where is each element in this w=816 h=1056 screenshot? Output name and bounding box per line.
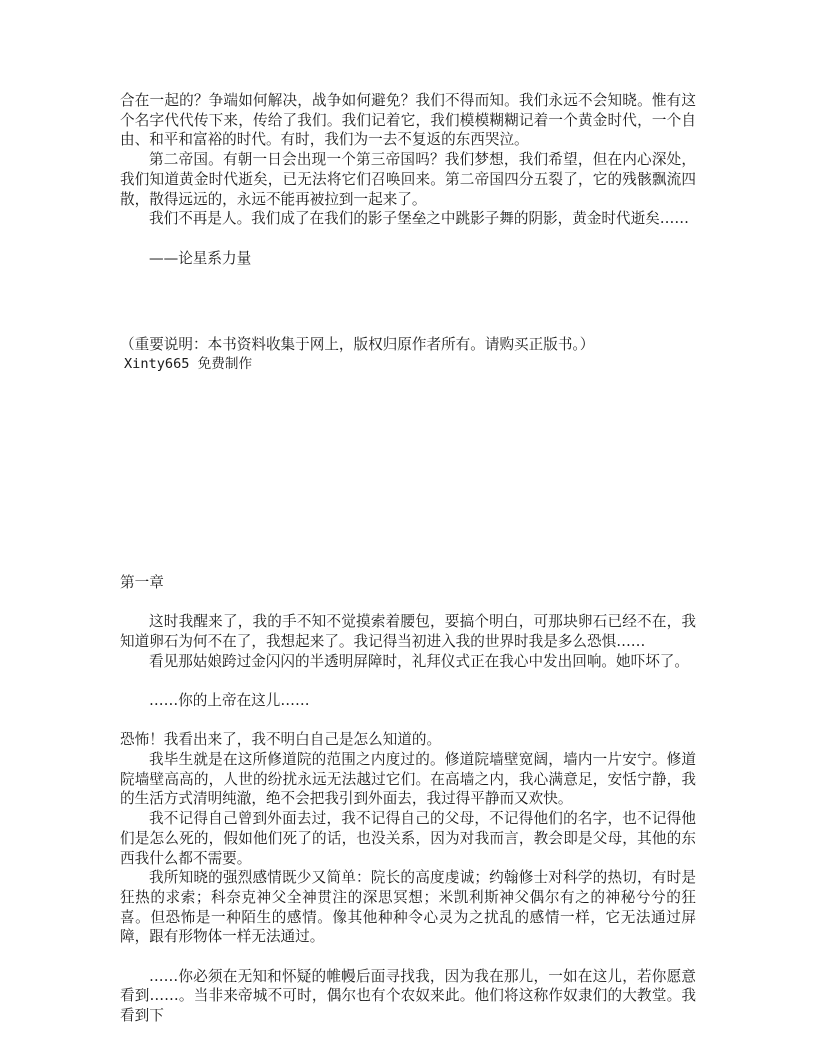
spacer <box>120 671 696 691</box>
spacer <box>120 375 696 573</box>
spacer <box>120 229 696 249</box>
spacer <box>120 592 696 612</box>
intro-paragraph-2: 第二帝国。有朝一日会出现一个第三帝国吗？我们梦想，我们希望，但在内心深处，我们知道黄金时代逝矣，已无法将它们召唤回来。第二帝国四分五裂了，它的残骸飘流四散，散得远远的，永远不能再被拉到一起来了。 <box>120 151 696 208</box>
spacer <box>120 711 696 731</box>
chapter-paragraph-2: 看见那姑娘跨过金闪闪的半透明屏障时，礼拜仪式正在我心中发出回响。她吓坏了。 <box>149 652 689 670</box>
spacer <box>120 947 696 967</box>
narrative-paragraph-5: ……你必须在无知和怀疑的帷幔后面寻找我，因为我在那儿，一如在这儿，若你愿意看到……。当非来帝城不可时，偶尔也有个农奴来此。他们将这称作奴隶们的大教堂。我看到下 <box>120 967 696 1025</box>
voice-line: ……你的上帝在这儿…… <box>149 691 310 709</box>
narrative-paragraph-3: 我不记得自己曾到外面去过，我不记得自己的父母，不记得他们的名字，也不记得他们是怎么死的，假如他们死了的话，也没关系，因为对我而言，教会即是父母，其他的东西我什么都不需要。 <box>120 810 696 867</box>
narrative-paragraph-1: 恐怖！我看出来了，我不明白自己是怎么知道的。 <box>120 731 442 749</box>
chapter-heading: 第一章 <box>120 573 164 591</box>
document-page <box>120 91 696 1026</box>
narrative-paragraph-4: 我所知晓的强烈感情既少又简单：院长的高度虔诚；约翰修士对科学的热切，有时是狂热的求索；科奈克神父全神贯注的深思冥想；米凯利斯神父偶尔有之的神秘兮兮的狂喜。但恐怖是一种陌生的感情。像其他种种令心灵为之扰乱的感情一样，它无法通过屏障，跟有形物体一样无法通过。 <box>120 869 696 946</box>
narrative-paragraph-2: 我毕生就是在这所修道院的范围之内度过的。修道院墙壁宽阔，墙内一片安宁。修道院墙壁高高的，人世的纷扰永远无法越过它们。在高墙之内，我心满意足，安恬宁静，我的生活方式清明纯澈，绝不会把我引到外面去，我过得平静而又欢快。 <box>120 751 696 808</box>
epigraph-attribution: ——论星系力量 <box>149 249 252 267</box>
producer-credit: Xinty665 免费制作 <box>124 356 253 373</box>
intro-paragraph-3: 我们不再是人。我们成了在我们的影子堡垒之中跳影子舞的阴影，黄金时代逝矣…… <box>149 210 689 228</box>
intro-paragraph-1: 合在一起的？争端如何解决，战争如何避免？我们不得而知。我们永远不会知晓。惟有这个名字代代传下来，传给了我们。我们记着它，我们模模糊糊记着一个黄金时代，一个自由、和平和富裕的时代。有时，我们为一去不复返的东西哭泣。 <box>120 92 696 149</box>
chapter-paragraph-1: 这时我醒来了，我的手不知不觉摸索着腰包，要搞个明白，可那块卵石已经不在，我知道卵石为何不在了，我想起来了。我记得当初进入我的世界时我是多么恐惧…… <box>120 613 696 650</box>
copyright-notice: （重要说明：本书资料收集于网上，版权归原作者所有。请购买正版书。） <box>120 336 595 354</box>
spacer <box>120 268 696 335</box>
